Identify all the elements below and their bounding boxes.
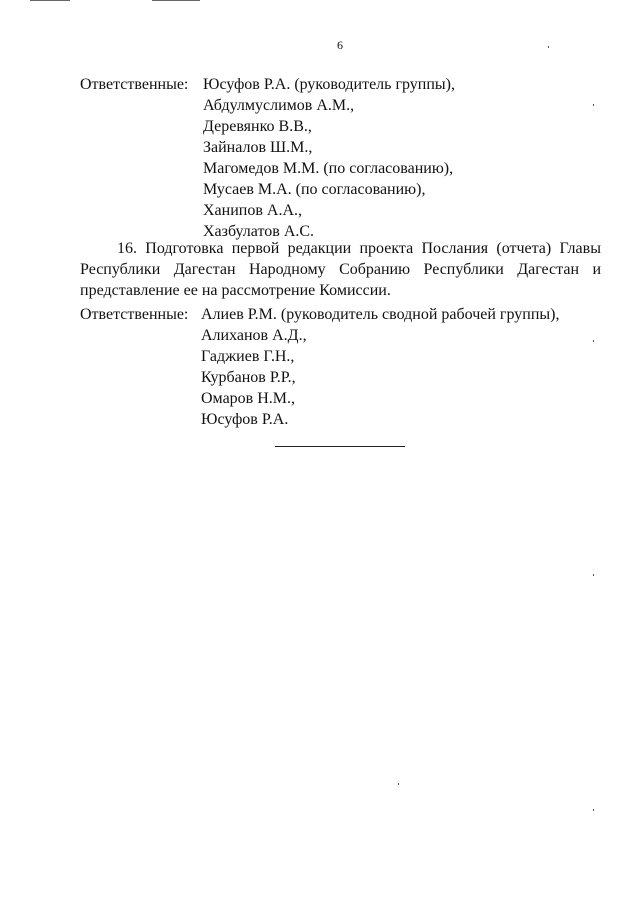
paragraph-word: и <box>592 261 601 278</box>
responsibles-list <box>201 304 559 430</box>
paragraph-word: проекта <box>359 240 414 257</box>
responsible-name: Зайналов Ш.М., <box>203 139 313 156</box>
responsible-name: Гаджиев Г.Н., <box>201 348 295 365</box>
scan-speck <box>548 46 549 48</box>
scan-edge-mark <box>152 0 200 7</box>
scan-speck <box>593 104 594 106</box>
responsibles-label: Ответственные: <box>80 306 189 323</box>
responsible-name: Ханипов А.А., <box>203 202 303 219</box>
responsible-name: Мусаев М.А. (по согласованию), <box>203 181 426 198</box>
item-16-paragraph <box>80 238 601 301</box>
responsible-name: Деревянко В.В., <box>203 118 312 135</box>
paragraph-word: Дагестан <box>173 261 236 278</box>
responsibles-list <box>203 74 455 242</box>
responsible-name: Абдулмуслимов А.М., <box>203 97 355 114</box>
scan-speck <box>593 340 594 342</box>
end-divider-line <box>275 446 405 447</box>
paragraph-word: Республики <box>80 261 161 278</box>
paragraph-word: Собранию <box>339 261 411 278</box>
paragraph-word: Дагестан <box>517 261 580 278</box>
paragraph-line <box>80 259 601 280</box>
paragraph-word: 16. <box>117 240 137 257</box>
responsible-name: Алиев Р.М. (руководитель сводной рабочей группы), <box>201 306 560 323</box>
paragraph-word: первой <box>231 240 280 257</box>
paragraph-word: редакции <box>287 240 352 257</box>
responsible-name: Магомедов М.М. (по согласованию), <box>203 160 454 177</box>
paragraph-word: Народному <box>248 261 326 278</box>
scan-speck <box>593 809 594 811</box>
paragraph-line <box>80 238 601 259</box>
responsible-name: Омаров Н.М., <box>201 390 296 407</box>
responsible-name: Юсуфов Р.А. <box>201 411 289 428</box>
responsibles-block-1 <box>80 74 600 244</box>
paragraph-word: (отчета) <box>496 240 552 257</box>
responsibles-label: Ответственные: <box>80 76 189 93</box>
paragraph-word: Послания <box>421 240 489 257</box>
paragraph-word: Подготовка <box>145 240 224 257</box>
responsible-name: Курбанов Р.Р., <box>201 369 296 386</box>
scan-speck <box>593 574 594 576</box>
responsible-name: Юсуфов Р.А. (руководитель группы), <box>203 76 456 93</box>
paragraph-word: Республики <box>423 261 504 278</box>
scan-speck <box>398 783 399 785</box>
scan-edge-mark <box>30 0 70 7</box>
responsible-name: Хазбулатов А.С. <box>203 223 315 240</box>
paragraph-word: Главы <box>559 240 601 257</box>
responsibles-block-2 <box>80 304 600 434</box>
paragraph-line: представление ее на рассмотрение Комиссии. <box>80 282 391 299</box>
responsible-name: Алиханов А.Д., <box>201 327 307 344</box>
page-number: 6 <box>337 38 343 52</box>
